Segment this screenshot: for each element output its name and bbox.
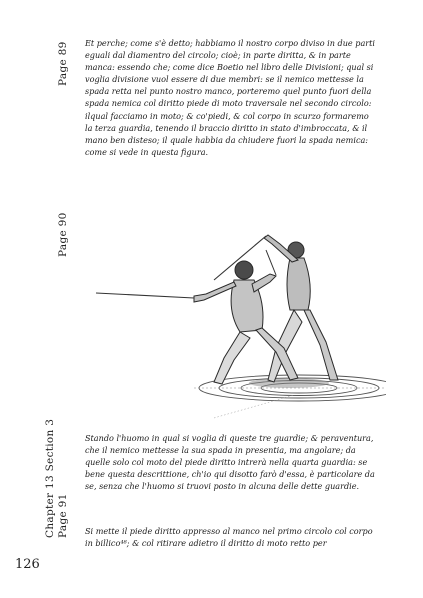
margin-note-chapter-section: Chapter 13 Section 3 — [44, 418, 56, 538]
fencing-illustration-icon — [94, 230, 386, 420]
paragraph-1: Et perche; come s'è detto; habbiamo il nostro corpo diviso in due parti eguali dal diamentro del circolo; cioè; in parte diritta, & in parte manca: essendo che; come dice Boetio nel libro delle Divisioni; qual si voglia divisione vuol essere di due membri: se il nemico mettesse la spada retta nel punto nostro manco, porteremo quel punto fuori della spada nemica col diritto piede di moto traversale nel secondo circolo: ilqual facciamo in moto; & co'piedi, & col corpo in scurzo formaremo la terza guardia, tenendo il braccio diritto in stato d'imbroccata, & il mano ben disteso; il quale habbia da chiudere fuori la spada nemica: come si vede in questa figura. — [85, 38, 376, 157]
margin-note-chapter — [44, 420, 70, 538]
margin-note-page-89: Page 89 — [57, 41, 69, 87]
paragraph-3: Si mette il piede diritto appresso al manco nel primo circolo col corpo in billico⁴⁸; & col ritirare adietro il diritto di moto retto per — [85, 526, 373, 549]
page-number: 126 — [15, 557, 40, 572]
margin-note-page-91: Page 91 — [57, 493, 69, 538]
margin-note-page-90: Page 90 — [57, 212, 69, 258]
paragraph-2: Stando l'huomo in qual si voglia di queste tre guardie; & peraventura, che il nemico mettesse la sua spada in presentia, ma angolare; da quelle solo col moto del piede diritto intrerà nella quarta guardia: se bene questa descrittione, ch'io qui disotto farò d'essa, è particolare da se, senza che l'huomo si truovi posto in alcuna delle dette guardie. — [85, 433, 375, 492]
